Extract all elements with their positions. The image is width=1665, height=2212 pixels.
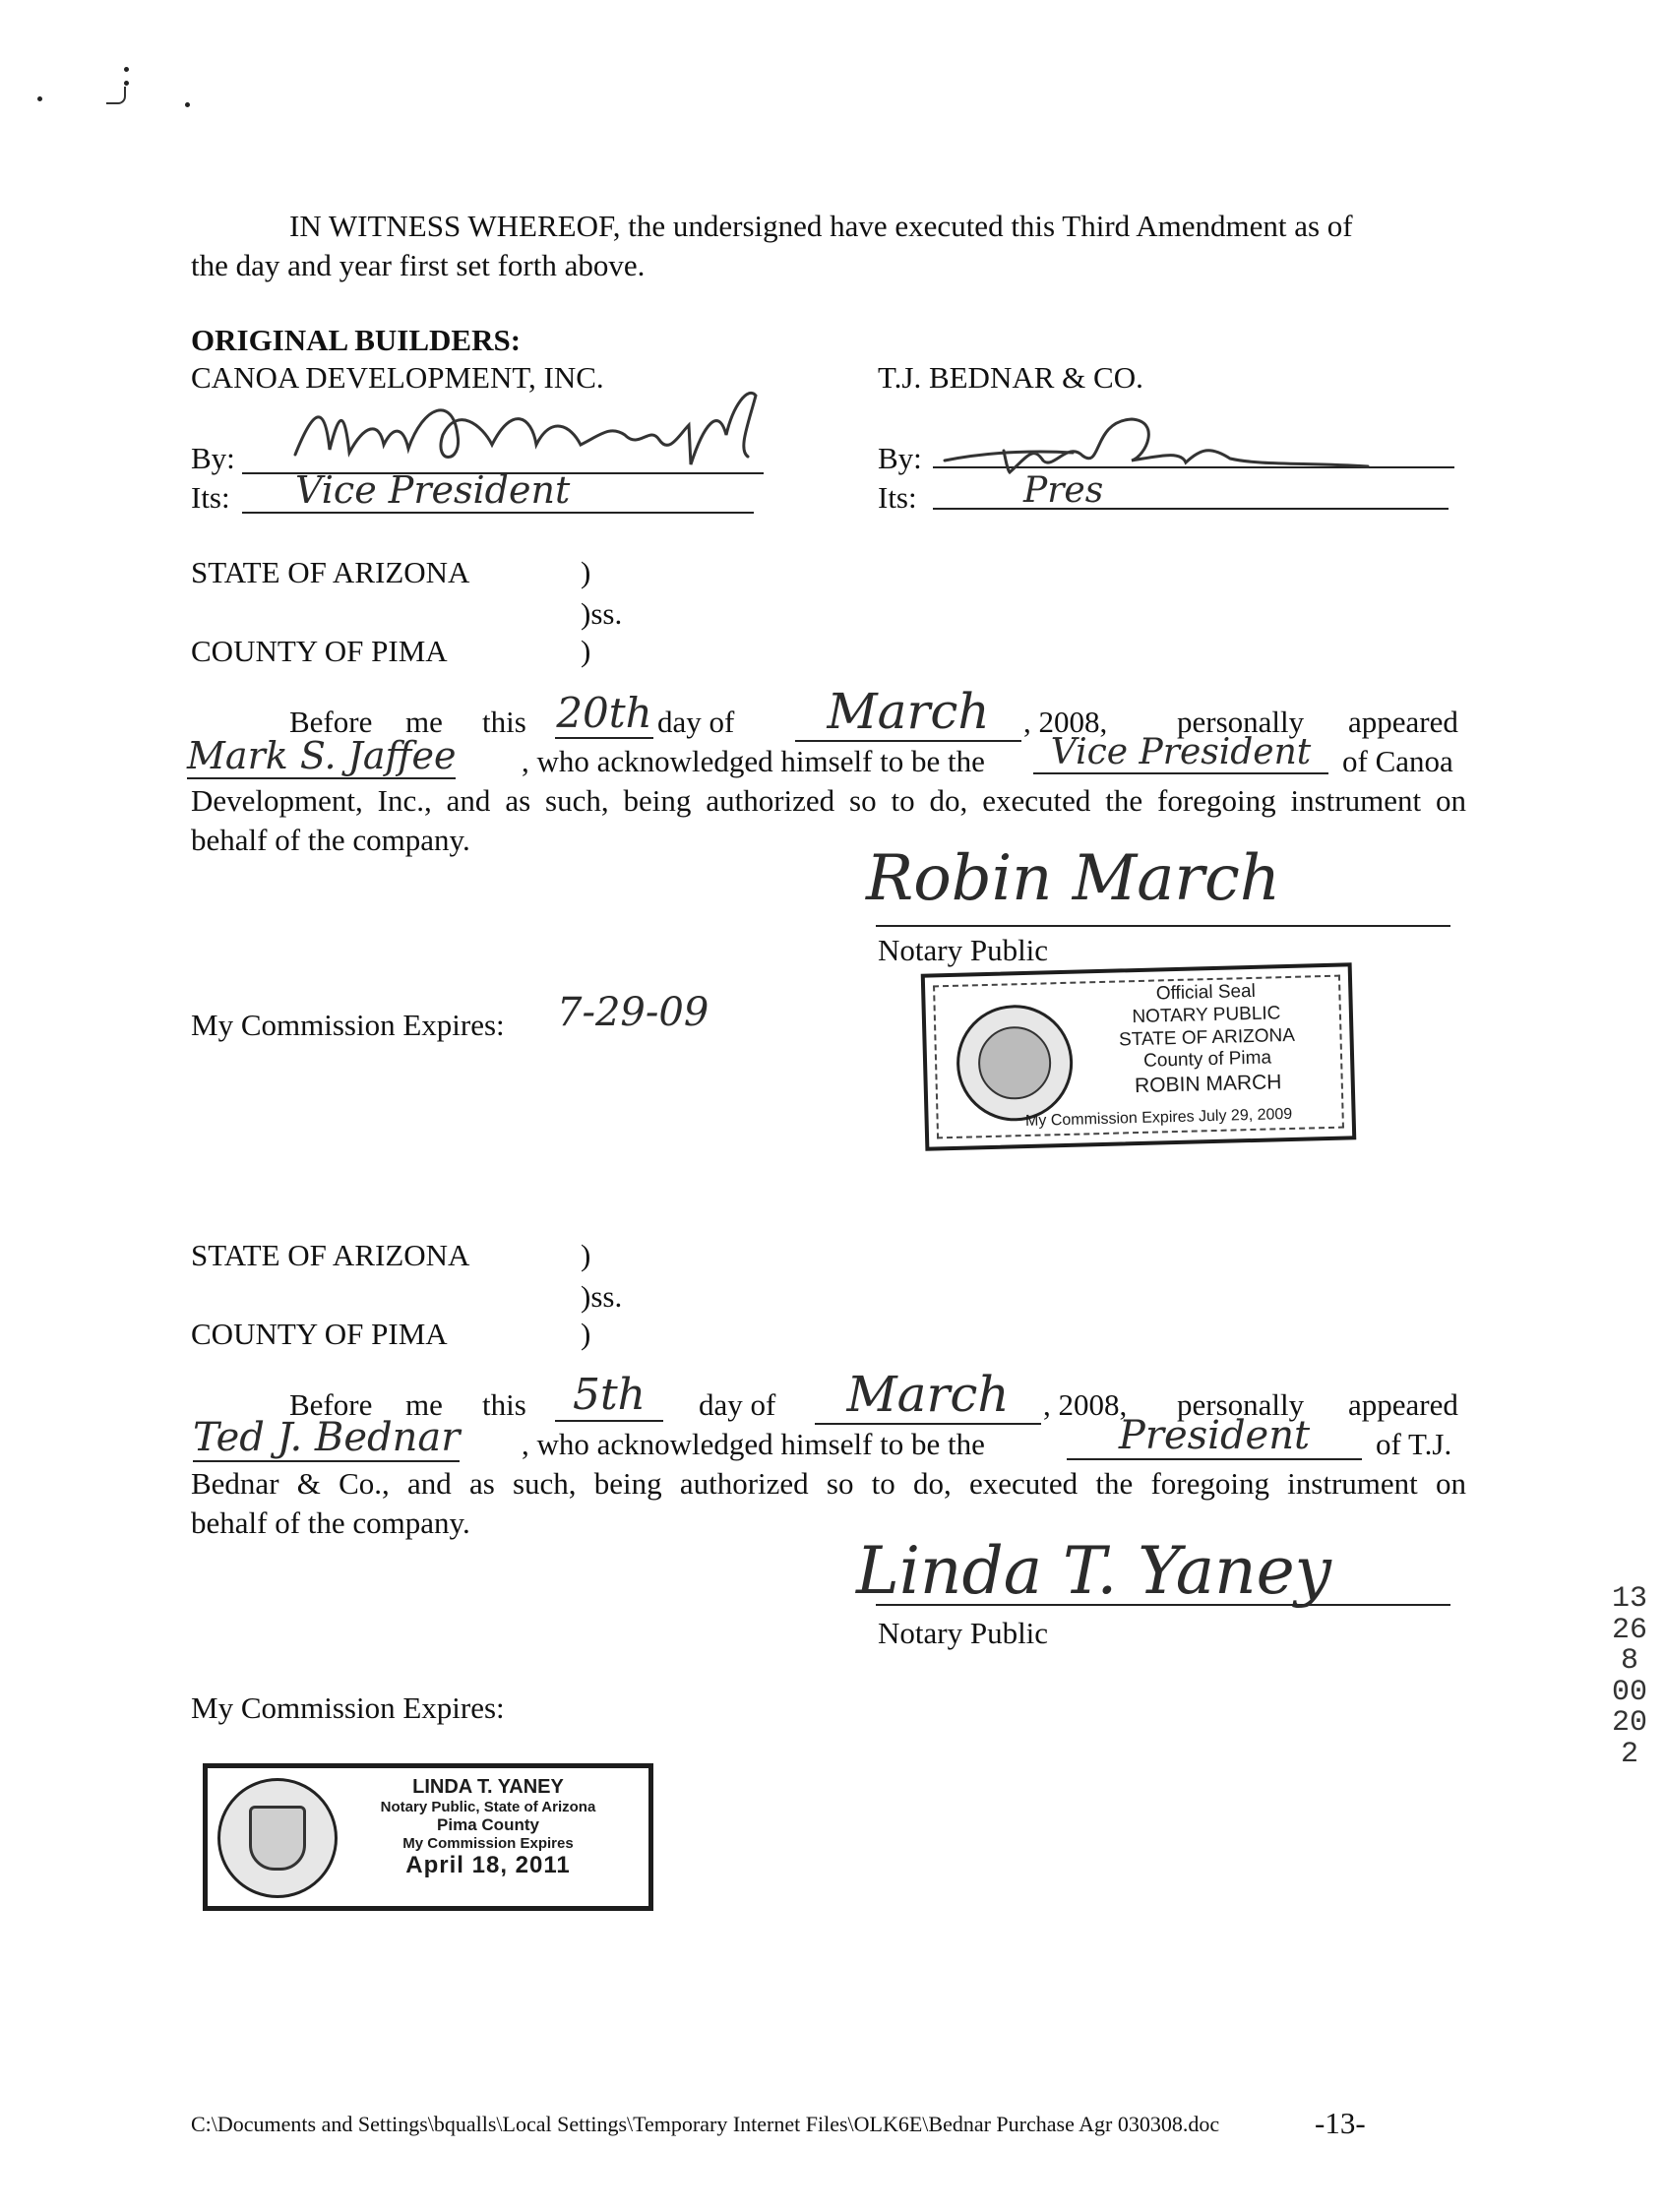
witness-line-2: the day and year first set forth above. — [191, 248, 646, 282]
scan-speck — [185, 102, 190, 107]
notary2-state: STATE OF ARIZONA — [191, 1238, 470, 1272]
notary1-acknowledged: , who acknowledged himself to be the — [522, 744, 985, 778]
notary1-official-seal-stamp — [921, 962, 1357, 1150]
notary1-paren-2: ) — [581, 634, 591, 668]
right-company-name: T.J. BEDNAR & CO. — [878, 360, 1143, 395]
notary1-signature: Robin March — [866, 842, 1281, 915]
notary1-this: this — [482, 705, 526, 739]
notary1-stamp-line-1: Official Seal — [1155, 980, 1257, 1005]
notary1-name-handwritten: Mark S. Jaffee — [187, 734, 457, 777]
notary1-title-handwritten: Vice President — [1033, 732, 1328, 774]
notary1-notary-label: Notary Public — [878, 933, 1049, 967]
notary1-day-handwritten: 20th — [556, 689, 652, 737]
footer-page-number: -13- — [1315, 2106, 1366, 2140]
notary1-stamp-line-3: STATE OF ARIZONA — [1118, 1024, 1296, 1051]
builders-heading: ORIGINAL BUILDERS: — [191, 323, 522, 357]
notary2-ss: )ss. — [581, 1279, 623, 1314]
notary1-day-of: day of — [657, 705, 735, 739]
scan-mark — [106, 87, 126, 104]
right-by-label: By: — [878, 441, 922, 475]
notary2-appeared: appeared — [1348, 1387, 1458, 1422]
notary1-body-line-4: behalf of the company. — [191, 823, 470, 857]
notary2-day-of: day of — [699, 1387, 776, 1422]
notary2-acknowledged: , who acknowledged himself to be the — [522, 1427, 985, 1461]
notary1-state: STATE OF ARIZONA — [191, 555, 470, 589]
notary1-signature-line — [876, 925, 1450, 927]
notary1-month-handwritten: March — [795, 683, 1021, 742]
footer-file-path: C:\Documents and Settings\bqualls\Local Settings\Temporary Internet Files\OLK6E\Bednar Purchase Agr 030308.doc — [191, 2112, 1220, 2136]
notary2-official-seal-stamp — [203, 1763, 653, 1911]
notary2-day-handwritten: 5th — [555, 1370, 663, 1422]
right-its-handwritten: Pres — [1023, 470, 1104, 511]
notary1-county: COUNTY OF PIMA — [191, 634, 448, 668]
notary2-paren-2: ) — [581, 1317, 591, 1351]
notary2-notary-label: Notary Public — [878, 1616, 1049, 1650]
notary1-body-line-3: Development, Inc., and as such, being authorized so to do, executed the foregoing instrument on — [191, 783, 1466, 818]
notary2-paren-1: ) — [581, 1238, 591, 1272]
scan-speck — [124, 67, 129, 72]
notary2-county: COUNTY OF PIMA — [191, 1317, 448, 1351]
recording-number — [1610, 1582, 1657, 1850]
notary2-stamp-line-1: LINDA T. YANEY — [412, 1776, 564, 1798]
arizona-seal-icon — [217, 1778, 338, 1898]
scan-speck — [124, 81, 129, 86]
notary2-name-handwritten: Ted J. Bednar — [193, 1415, 461, 1460]
notary2-of: of T.J. — [1376, 1427, 1452, 1461]
notary1-personally: personally — [1177, 705, 1305, 739]
notary2-year: , 2008, — [1043, 1387, 1128, 1422]
notary1-year: , 2008, — [1023, 705, 1108, 739]
left-company-name: CANOA DEVELOPMENT, INC. — [191, 360, 604, 395]
left-its-line — [242, 512, 754, 514]
notary1-stamp-line-2: NOTARY PUBLIC — [1132, 1003, 1281, 1027]
left-signature-icon — [285, 366, 777, 484]
notary2-month-handwritten: March — [815, 1366, 1041, 1425]
notary1-ss: )ss. — [581, 596, 623, 631]
notary1-of: of Canoa — [1342, 744, 1453, 778]
notary2-body-line-4: behalf of the company. — [191, 1505, 470, 1540]
notary1-stamp-line-5: ROBIN MARCH — [1134, 1071, 1282, 1098]
notary2-stamp-line-5: April 18, 2011 — [405, 1852, 571, 1879]
left-by-label: By: — [191, 441, 235, 475]
left-its-handwritten: Vice President — [295, 468, 571, 512]
notary2-title-handwritten: President — [1067, 1413, 1362, 1460]
notary2-commission-label: My Commission Expires: — [191, 1690, 505, 1725]
notary1-before: Before — [289, 705, 373, 739]
notary1-me: me — [405, 705, 443, 739]
notary2-signature: Linda T. Yaney — [856, 1533, 1331, 1609]
right-signature-icon — [935, 401, 1397, 480]
notary2-stamp-line-3: Pima County — [437, 1815, 539, 1835]
left-its-label: Its: — [191, 480, 230, 515]
scan-speck — [37, 96, 42, 101]
recording-number-text: 13268 00202 — [1611, 1582, 1657, 1771]
notary1-paren-1: ) — [581, 555, 591, 589]
notary1-commission-label: My Commission Expires: — [191, 1008, 505, 1042]
right-its-line — [933, 508, 1449, 510]
notary1-stamp-line-4: County of Pima — [1142, 1047, 1272, 1073]
witness-line-1: IN WITNESS WHEREOF, the undersigned have executed this Third Amendment as of — [289, 209, 1353, 243]
notary2-body-line-3: Bednar & Co., and as such, being authorized so to do, executed the foregoing instrument on — [191, 1466, 1466, 1501]
notary1-appeared: appeared — [1348, 705, 1458, 739]
notary2-stamp-line-4: My Commission Expires — [402, 1834, 574, 1852]
notary2-personally: personally — [1177, 1387, 1305, 1422]
notary2-stamp-line-2: Notary Public, State of Arizona — [380, 1799, 596, 1815]
notary1-stamp-line-6: My Commission Expires July 29, 2009 — [1024, 1105, 1293, 1131]
notary2-before: Before — [289, 1387, 373, 1422]
notary2-me: me — [405, 1387, 443, 1422]
notary1-commission-handwritten: 7-29-09 — [557, 990, 709, 1035]
notary2-this: this — [482, 1387, 526, 1422]
right-its-label: Its: — [878, 480, 917, 515]
